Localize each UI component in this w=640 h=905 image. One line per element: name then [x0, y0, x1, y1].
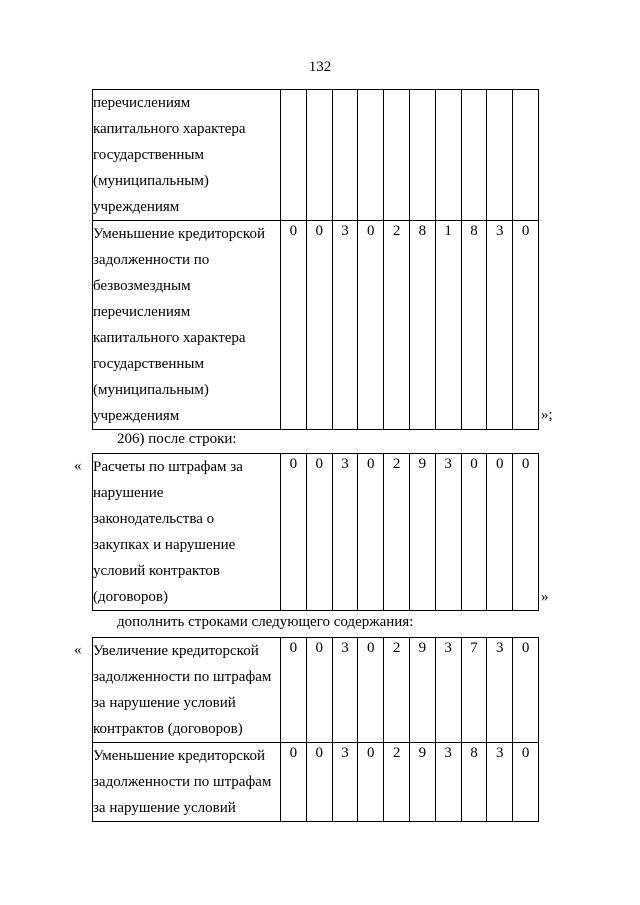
- code-digit-cell: 0: [358, 454, 384, 611]
- row-label-line: закупках и нарушение: [93, 537, 236, 553]
- closing-quote-mark: »: [541, 589, 549, 605]
- code-table-1: [92, 89, 539, 430]
- row-label-line: задолженности по штрафам: [93, 774, 272, 790]
- code-digit-cell: 3: [435, 743, 461, 822]
- row-label-line: (муниципальным): [93, 173, 209, 189]
- row-label-line: Расчеты по штрафам за: [93, 459, 243, 475]
- code-digit-cell: [306, 90, 332, 221]
- code-digit-cell: 3: [332, 454, 358, 611]
- code-digit-cell: [358, 90, 384, 221]
- row-label-line: учреждениям: [93, 408, 180, 424]
- code-digit-cell: 0: [306, 638, 332, 743]
- row-label-line: законодательства о: [93, 511, 215, 527]
- code-digit-cell: [384, 90, 410, 221]
- code-digit-cell: 3: [332, 638, 358, 743]
- row-label-line: условий контрактов: [93, 563, 221, 579]
- code-digit-cell: 0: [306, 221, 332, 430]
- code-digit-cell: 0: [358, 221, 384, 430]
- row-label: [93, 638, 281, 743]
- code-digit-cell: 3: [332, 743, 358, 822]
- code-digit-cell: 3: [332, 221, 358, 430]
- code-digit-cell: 0: [306, 743, 332, 822]
- code-digit-cell: 0: [358, 638, 384, 743]
- row-label-line: нарушение: [93, 485, 164, 501]
- code-digit-cell: [409, 90, 435, 221]
- row-label-line: учреждениям: [93, 199, 180, 215]
- code-digit-cell: 3: [487, 743, 513, 822]
- code-digit-cell: 8: [461, 743, 487, 822]
- row-label: [93, 221, 281, 430]
- row-label-line: Увеличение кредиторской: [93, 643, 259, 659]
- row-label-line: (муниципальным): [93, 382, 209, 398]
- code-digit-cell: [281, 90, 307, 221]
- code-digit-cell: 0: [461, 454, 487, 611]
- code-digit-cell: 0: [281, 221, 307, 430]
- code-table-2: [92, 453, 539, 611]
- row-label-line: капитального характера: [93, 330, 246, 346]
- row-label-line: (договоров): [93, 589, 168, 605]
- row-label-line: перечислениям: [93, 304, 191, 320]
- code-digit-cell: [435, 90, 461, 221]
- code-digit-cell: 0: [513, 743, 539, 822]
- code-digit-cell: 8: [461, 221, 487, 430]
- opening-quote-mark: «: [74, 642, 82, 658]
- row-label-line: государственным: [93, 356, 204, 372]
- code-digit-cell: [487, 90, 513, 221]
- paragraph-206: 206) после строки:: [117, 431, 237, 447]
- code-digit-cell: 9: [409, 743, 435, 822]
- row-label-line: перечислениям: [93, 95, 191, 111]
- row-label-line: за нарушение условий: [93, 695, 236, 711]
- code-digit-cell: 0: [281, 743, 307, 822]
- row-label-line: контрактов (договоров): [93, 721, 243, 737]
- page-number: 132: [308, 59, 332, 75]
- table-row: [93, 743, 539, 822]
- code-digit-cell: [332, 90, 358, 221]
- code-digit-cell: 3: [487, 638, 513, 743]
- row-label-line: задолженности по штрафам: [93, 669, 272, 685]
- row-label: [93, 454, 281, 611]
- code-digit-cell: 0: [281, 638, 307, 743]
- code-digit-cell: [461, 90, 487, 221]
- row-label-line: капитального характера: [93, 121, 246, 137]
- code-digit-cell: 3: [487, 221, 513, 430]
- row-label-line: безвозмездным: [93, 278, 191, 294]
- code-digit-cell: [513, 90, 539, 221]
- row-label-line: государственным: [93, 147, 204, 163]
- code-digit-cell: 0: [513, 454, 539, 611]
- row-label: [93, 743, 281, 822]
- table-row: [93, 638, 539, 743]
- code-digit-cell: 1: [435, 221, 461, 430]
- row-label-line: Уменьшение кредиторской: [93, 226, 265, 242]
- code-digit-cell: 2: [384, 638, 410, 743]
- code-digit-cell: 0: [513, 638, 539, 743]
- code-digit-cell: 2: [384, 743, 410, 822]
- code-digit-cell: 0: [487, 454, 513, 611]
- table-row: [93, 90, 539, 221]
- row-label-line: задолженности по: [93, 252, 210, 268]
- code-digit-cell: 3: [435, 638, 461, 743]
- closing-quote-mark: »;: [541, 407, 553, 423]
- row-label-line: за нарушение условий: [93, 800, 236, 816]
- code-digit-cell: 9: [409, 454, 435, 611]
- code-digit-cell: 7: [461, 638, 487, 743]
- opening-quote-mark: «: [74, 458, 82, 474]
- paragraph-add-rows: дополнить строками следующего содержания:: [117, 614, 414, 630]
- row-label: [93, 90, 281, 221]
- row-label-line: Уменьшение кредиторской: [93, 748, 265, 764]
- code-digit-cell: 0: [513, 221, 539, 430]
- code-digit-cell: 2: [384, 221, 410, 430]
- code-digit-cell: 2: [384, 454, 410, 611]
- code-table-3: [92, 637, 539, 822]
- code-digit-cell: 0: [281, 454, 307, 611]
- code-digit-cell: 8: [409, 221, 435, 430]
- code-digit-cell: 0: [358, 743, 384, 822]
- code-digit-cell: 3: [435, 454, 461, 611]
- table-row: [93, 221, 539, 430]
- table-row: [93, 454, 539, 611]
- code-digit-cell: 0: [306, 454, 332, 611]
- code-digit-cell: 9: [409, 638, 435, 743]
